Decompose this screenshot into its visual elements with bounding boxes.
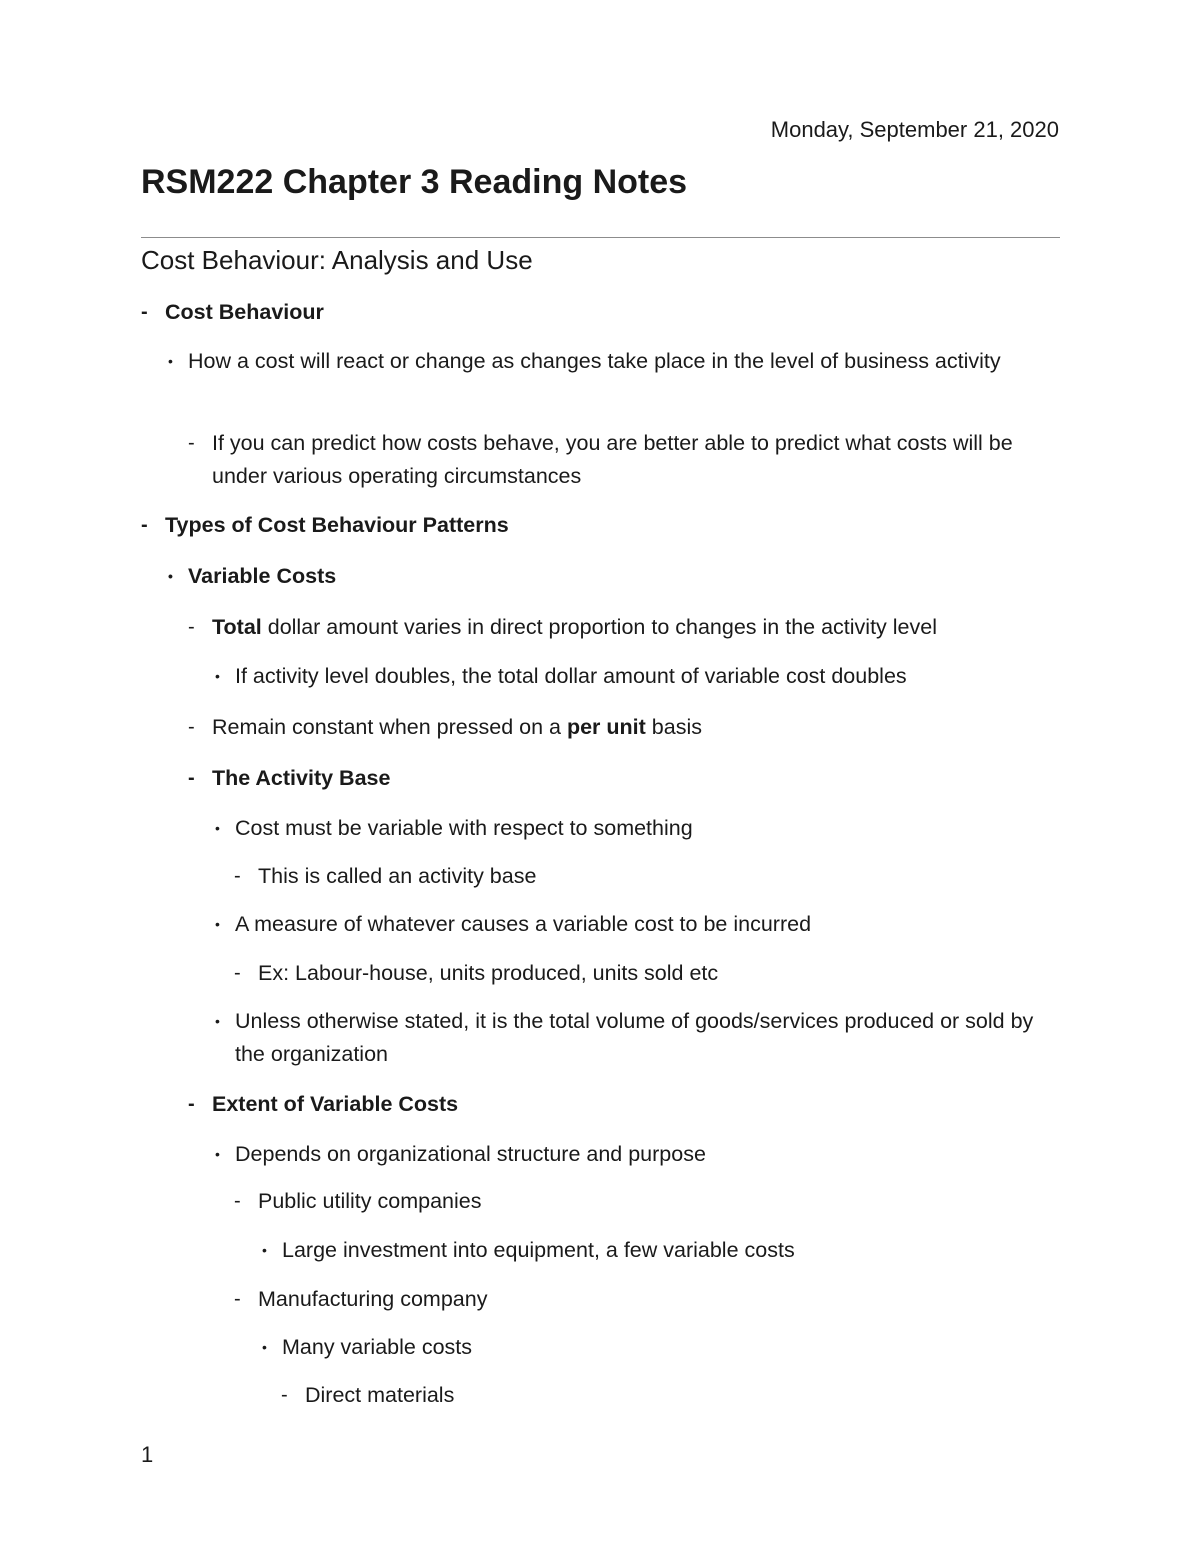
bullet-marker: • — [168, 568, 173, 584]
list-item — [188, 1088, 1052, 1121]
list-item-text: If activity level doubles, the total dollar amount of variable cost doubles — [235, 664, 907, 688]
list-item-text: Remain constant when pressed on a — [212, 715, 567, 739]
dash-marker: - — [188, 432, 195, 454]
list-item-text: Cost Behaviour — [165, 300, 324, 324]
list-item — [262, 1331, 1057, 1364]
list-item — [188, 711, 1052, 744]
list-item — [234, 1185, 1058, 1218]
dash-marker: - — [234, 1288, 241, 1310]
dash-marker: - — [234, 865, 241, 887]
title-divider — [141, 237, 1060, 238]
list-item-text: The Activity Base — [212, 766, 391, 790]
dash-marker: - — [188, 767, 195, 789]
list-item-text: Extent of Variable Costs — [212, 1092, 459, 1116]
list-item-text: How a cost will react or change as changes take place in the level of business activity — [188, 349, 1001, 373]
list-item-text: If you can predict how costs behave, you are better able to predict what costs will be under various operating circumstances — [212, 431, 1013, 488]
list-item — [188, 762, 1052, 795]
list-item-text: Cost must be variable with respect to something — [235, 816, 693, 840]
list-item — [215, 812, 1055, 845]
list-item-text: Public utility companies — [258, 1189, 482, 1213]
list-item — [188, 611, 1052, 644]
bullet-marker: • — [215, 820, 220, 836]
page-number: 1 — [141, 1442, 154, 1467]
list-item — [234, 1283, 1058, 1316]
list-item — [234, 957, 1058, 990]
list-item-text: Manufacturing company — [258, 1287, 488, 1311]
list-item — [188, 427, 1052, 493]
dash-marker: - — [141, 514, 148, 536]
bullet-marker: • — [215, 1013, 220, 1029]
list-item — [234, 860, 1058, 893]
section-heading: Cost Behaviour: Analysis and Use — [141, 245, 533, 275]
list-item-text: Direct materials — [305, 1383, 455, 1407]
bullet-marker: • — [215, 916, 220, 932]
list-item-text: A measure of whatever causes a variable cost to be incurred — [235, 912, 812, 936]
note-title: RSM222 Chapter 3 Reading Notes — [141, 163, 688, 201]
dash-marker: - — [188, 1093, 195, 1115]
list-item-text: Variable Costs — [188, 564, 337, 588]
list-item — [215, 908, 1055, 941]
list-item-text: Large investment into equipment, a few variable costs — [282, 1238, 795, 1262]
dash-marker: - — [234, 1190, 241, 1212]
list-item — [168, 560, 1028, 593]
list-item-text: basis — [645, 715, 702, 739]
list-item-text: Many variable costs — [282, 1335, 472, 1359]
list-item — [262, 1234, 1057, 1267]
dash-marker: - — [281, 1384, 288, 1406]
bullet-marker: • — [262, 1339, 267, 1355]
bullet-marker: • — [215, 1146, 220, 1162]
list-item-bold-text: Total — [212, 615, 262, 639]
list-item-text: Ex: Labour-house, units produced, units sold etc — [258, 961, 719, 985]
list-item-text: Unless otherwise stated, it is the total volume of goods/services produced or sold by the organization — [235, 1009, 1034, 1066]
list-item — [215, 660, 1055, 693]
list-item-text: Types of Cost Behaviour Patterns — [165, 513, 509, 537]
list-item — [215, 1138, 1055, 1171]
list-item — [141, 296, 1045, 329]
note-date: Monday, September 21, 2020 — [770, 117, 1059, 142]
dash-marker: - — [188, 616, 195, 638]
dash-marker: - — [188, 716, 195, 738]
bullet-marker: • — [262, 1242, 267, 1258]
bullet-marker: • — [168, 353, 173, 369]
bullet-marker: • — [215, 668, 220, 684]
list-item — [281, 1379, 1055, 1412]
list-item — [215, 1005, 1060, 1071]
list-item — [141, 509, 1045, 542]
list-item-bold-text: per unit — [566, 715, 646, 739]
list-item-text: This is called an activity base — [258, 864, 537, 888]
dash-marker: - — [141, 301, 148, 323]
list-item-text: dollar amount varies in direct proportion to changes in the activity level — [261, 615, 937, 639]
dash-marker: - — [234, 962, 241, 984]
list-item-text: Depends on organizational structure and purpose — [235, 1142, 706, 1166]
list-item — [168, 345, 1028, 378]
